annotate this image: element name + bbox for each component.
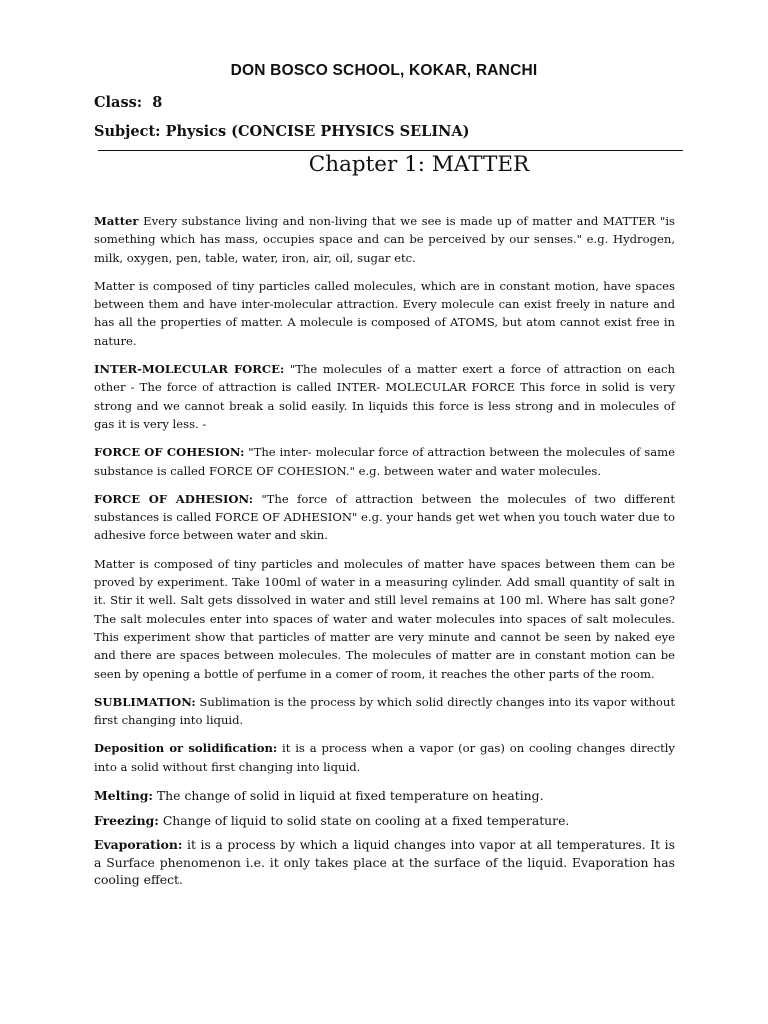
paragraph-force-of-cohesion xyxy=(94,443,675,480)
term: Deposition or solidification: xyxy=(94,741,278,756)
subject-value: Physics (CONCISE PHYSICS SELINA) xyxy=(165,123,470,140)
term: FORCE OF ADHESION: xyxy=(94,491,253,506)
paragraph-text: it is a process when a vapor (or gas) on cooling changes directly into a solid without first changing into liquid. xyxy=(94,741,675,774)
term: FORCE OF COHESION: xyxy=(94,445,245,460)
paragraph-text: "The inter- molecular force of attraction between the molecules of same substance is called FORCE OF COHESION." e.g. between water and water molecules. xyxy=(94,445,675,478)
paragraph-text: "The molecules of a matter exert a force of attraction on each other - The force of attraction is called INTER- MOLECULAR FORCE This force in solid is very strong and we cannot break a solid easily. In liquids this force is less strong and in molecules of gas it is very less. - xyxy=(94,362,675,431)
paragraph-experiment xyxy=(94,555,675,683)
paragraph-deposition xyxy=(94,739,675,776)
paragraph-melting xyxy=(94,787,675,805)
paragraph-text: Change of liquid to solid state on cooling at a fixed temperature. xyxy=(158,812,570,828)
paragraph-text: "The force of attraction between the molecules of two different substances is called FORCE OF ADHESION" e.g. your hands get wet when you touch water due to adhesive force between water and skin. xyxy=(94,491,675,543)
term: Matter xyxy=(94,214,139,228)
paragraph-text: The change of solid in liquid at fixed temperature on heating. xyxy=(152,788,544,804)
chapter-title: Chapter 1: MATTER xyxy=(308,152,530,177)
paragraph-evaporation xyxy=(94,836,675,889)
paragraph-text: Matter is composed of tiny particles called molecules, which are in constant motion, have spaces between them and have inter-molecular attraction. Every molecule can exist freely in nature and has all the properties of matter. A molecule is composed of ATOMS, but atom cannot exist free in nature. xyxy=(94,278,675,348)
term: INTER-MOLECULAR FORCE: xyxy=(94,362,285,377)
paragraph-force-of-adhesion xyxy=(94,490,675,545)
paragraph-inter-molecular-force xyxy=(94,360,675,433)
document-body xyxy=(94,212,675,899)
class-value: 8 xyxy=(152,94,163,111)
term: Freezing: xyxy=(94,812,159,828)
class-line xyxy=(94,94,162,111)
term: Evaporation: xyxy=(94,837,183,853)
term: SUBLIMATION: xyxy=(94,694,196,709)
school-name: DON BOSCO SCHOOL, KOKAR, RANCHI xyxy=(230,62,538,79)
paragraph-freezing xyxy=(94,812,675,830)
paragraph-matter xyxy=(94,212,675,267)
paragraph-molecules xyxy=(94,277,675,350)
class-label: Class: xyxy=(94,94,143,111)
paragraph-text: Matter is composed of tiny particles and molecules of matter have spaces between them can be proved by experiment. Take 100ml of water in a measuring cylinder. Add small quantity of salt in it. Stir it well. Salt gets dissolved in water and still level remains at 100 ml. Where has salt gone? The salt molecules enter into spaces of water and water molecules into spaces of salt molecules. This experiment show that particles of matter are very minute and cannot be seen by naked eye and there are spaces between molecules. The molecules of matter are in constant motion can be seen by opening a bottle of perfume in a comer of room, it reaches the other parts of the room. xyxy=(94,556,675,681)
paragraph-text: Every substance living and non-living that we see is made up of matter and MATTER "is something which has mass, occupies space and can be perceived by our senses." e.g. Hydrogen, milk, oxygen, pen, table, water, iron, air, oil, sugar etc. xyxy=(94,214,675,265)
paragraph-sublimation xyxy=(94,693,675,730)
paragraph-text: it is a process by which a liquid changes into vapor at all temperatures. It is a Surface phenomenon i.e. it only takes place at the surface of the liquid. Evaporation has cooling effect. xyxy=(94,837,675,888)
header-divider xyxy=(98,150,683,151)
subject-label: Subject: xyxy=(94,123,161,140)
term: Melting: xyxy=(94,788,153,804)
subject-line xyxy=(94,123,469,140)
paragraph-text: Sublimation is the process by which solid directly changes into its vapor without first changing into liquid. xyxy=(94,694,675,728)
